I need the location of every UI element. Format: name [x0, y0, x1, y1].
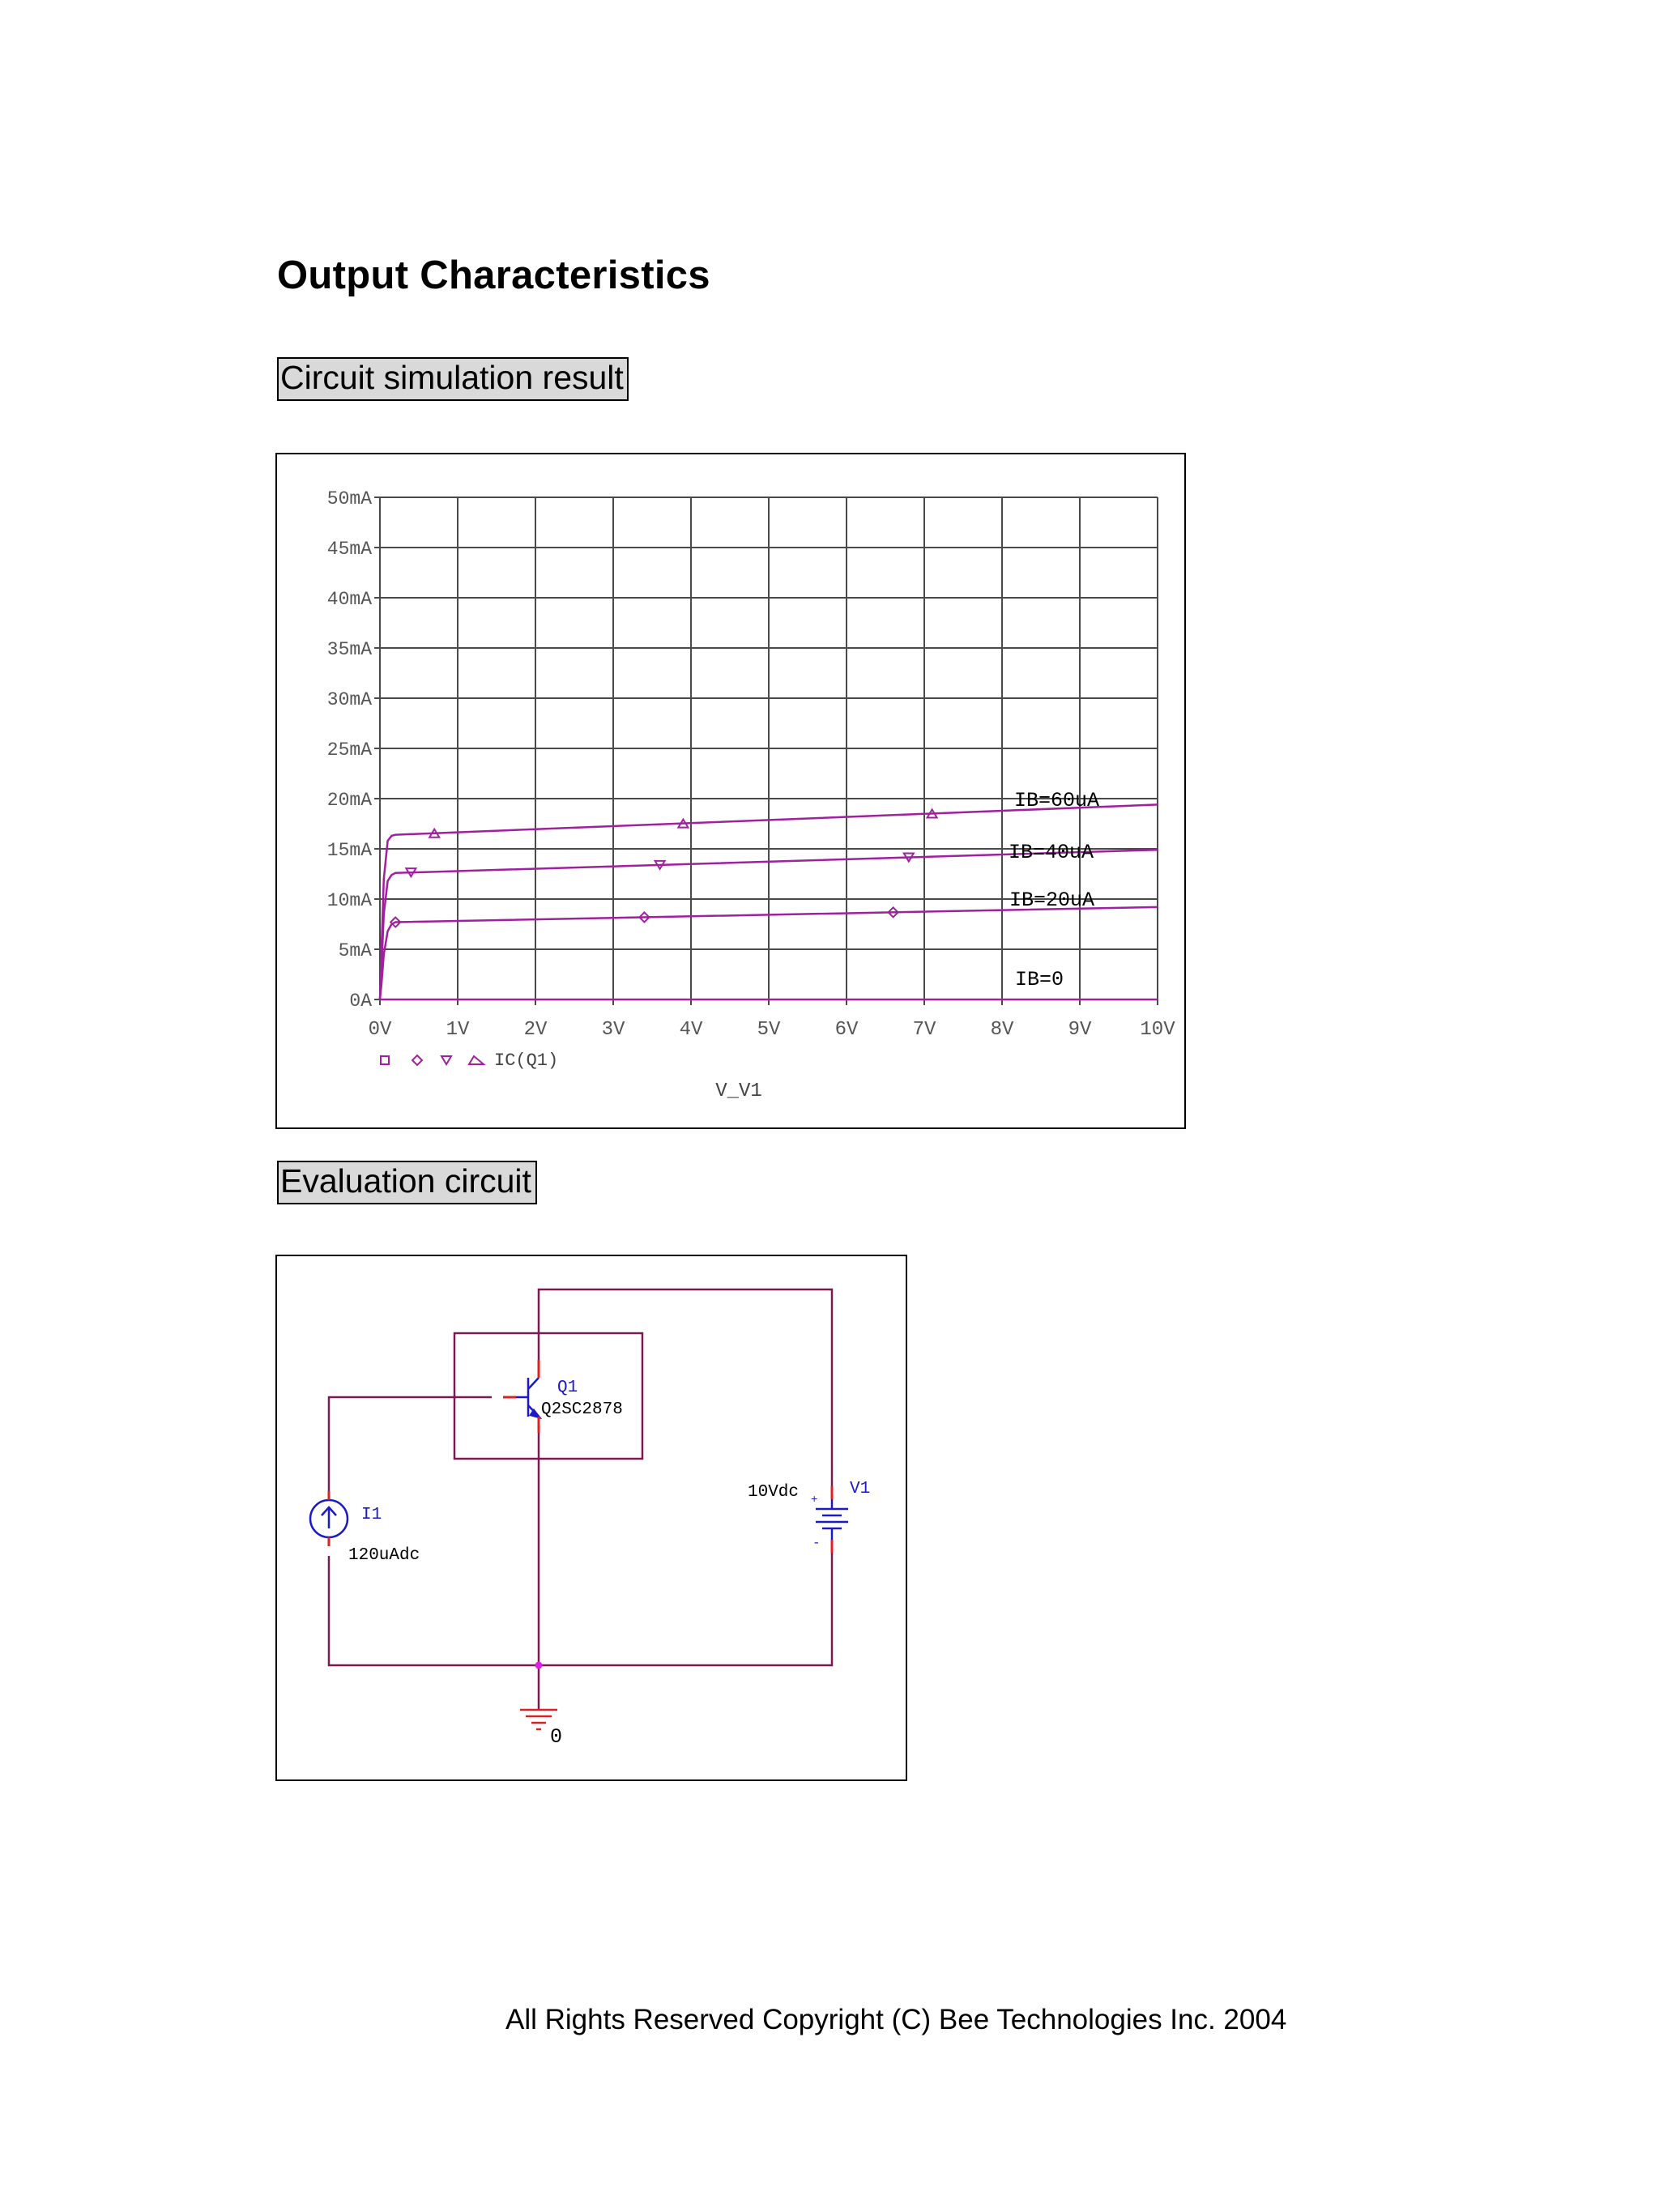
transistor-model-label: Q2SC2878 — [541, 1400, 623, 1419]
supply-value-label: 10Vdc — [748, 1483, 800, 1502]
x-tick-label: 4V — [679, 1019, 703, 1041]
chart-frame — [275, 453, 1186, 1129]
x-tick-label: 1V — [446, 1019, 470, 1041]
x-tick-label: 3V — [601, 1019, 625, 1041]
y-tick-label: 10mA — [326, 890, 372, 911]
wire-base-to-source — [329, 1397, 492, 1499]
y-tick-label: 30mA — [326, 689, 372, 710]
ground-junction-dot — [535, 1662, 543, 1669]
legend-triangle-up-marker — [469, 1056, 484, 1064]
y-tick-label: 25mA — [326, 739, 372, 761]
dc-supply-symbol — [816, 1499, 848, 1540]
supply-ref-label: V1 — [850, 1480, 871, 1498]
chart-legend — [381, 1051, 558, 1071]
legend-triangle-down-marker — [441, 1056, 451, 1064]
chart-tick-labels — [327, 488, 1175, 1041]
transistor-ref-label: Q1 — [557, 1379, 578, 1397]
legend-diamond-marker — [412, 1055, 422, 1065]
wire-source-bottom — [329, 1548, 832, 1665]
copyright-footer: All Rights Reserved Copyright (C) Bee Technologies Inc. 2004 — [505, 2004, 1287, 2035]
curve-annotation: IB=0 — [1015, 968, 1064, 991]
wire-collector-to-supply — [539, 1289, 832, 1499]
x-tick-label: 5V — [757, 1019, 781, 1041]
supply-plus-sign: + — [811, 1494, 818, 1507]
y-tick-label: 15mA — [326, 840, 372, 861]
evaluation-circuit-diagram — [277, 1256, 906, 1779]
curve-annotation: IB=40uA — [1009, 841, 1094, 864]
ground-node-label: 0 — [550, 1725, 563, 1749]
supply-minus-sign: - — [812, 1536, 821, 1550]
transistor-package-box — [454, 1333, 642, 1459]
x-tick-label: 7V — [912, 1019, 936, 1041]
current-source-symbol — [310, 1500, 348, 1537]
section-label-evaluation: Evaluation circuit — [277, 1161, 537, 1204]
legend-trace-label: IC(Q1) — [494, 1051, 559, 1071]
source-ref-label: I1 — [361, 1506, 382, 1524]
chart-annotations — [1009, 789, 1099, 991]
y-tick-label: 5mA — [338, 940, 372, 961]
y-tick-label: 40mA — [326, 589, 372, 610]
npn-transistor-symbol — [516, 1378, 539, 1417]
source-value-label: 120uAdc — [348, 1546, 420, 1565]
x-tick-label: 0V — [368, 1019, 392, 1041]
x-tick-label: 10V — [1140, 1019, 1175, 1041]
x-tick-label: 9V — [1068, 1019, 1092, 1041]
curve-annotation: IB=60uA — [1014, 789, 1100, 812]
y-tick-label: 0A — [349, 991, 372, 1012]
x-tick-label: 8V — [990, 1019, 1014, 1041]
legend-square-marker — [381, 1056, 389, 1064]
curve-annotation: IB=20uA — [1009, 889, 1095, 912]
y-tick-label: 20mA — [326, 790, 372, 811]
page-title: Output Characteristics — [277, 254, 710, 297]
circuit-frame — [275, 1255, 907, 1781]
x-axis-label: V_V1 — [715, 1080, 762, 1102]
y-tick-label: 45mA — [326, 539, 372, 560]
section-label-simulation: Circuit simulation result — [277, 357, 629, 401]
output-characteristics-chart — [277, 454, 1184, 1127]
x-tick-label: 6V — [834, 1019, 859, 1041]
y-tick-label: 35mA — [326, 639, 372, 660]
chart-grid — [374, 497, 1158, 1005]
x-tick-label: 2V — [523, 1019, 548, 1041]
y-tick-label: 50mA — [326, 488, 372, 509]
